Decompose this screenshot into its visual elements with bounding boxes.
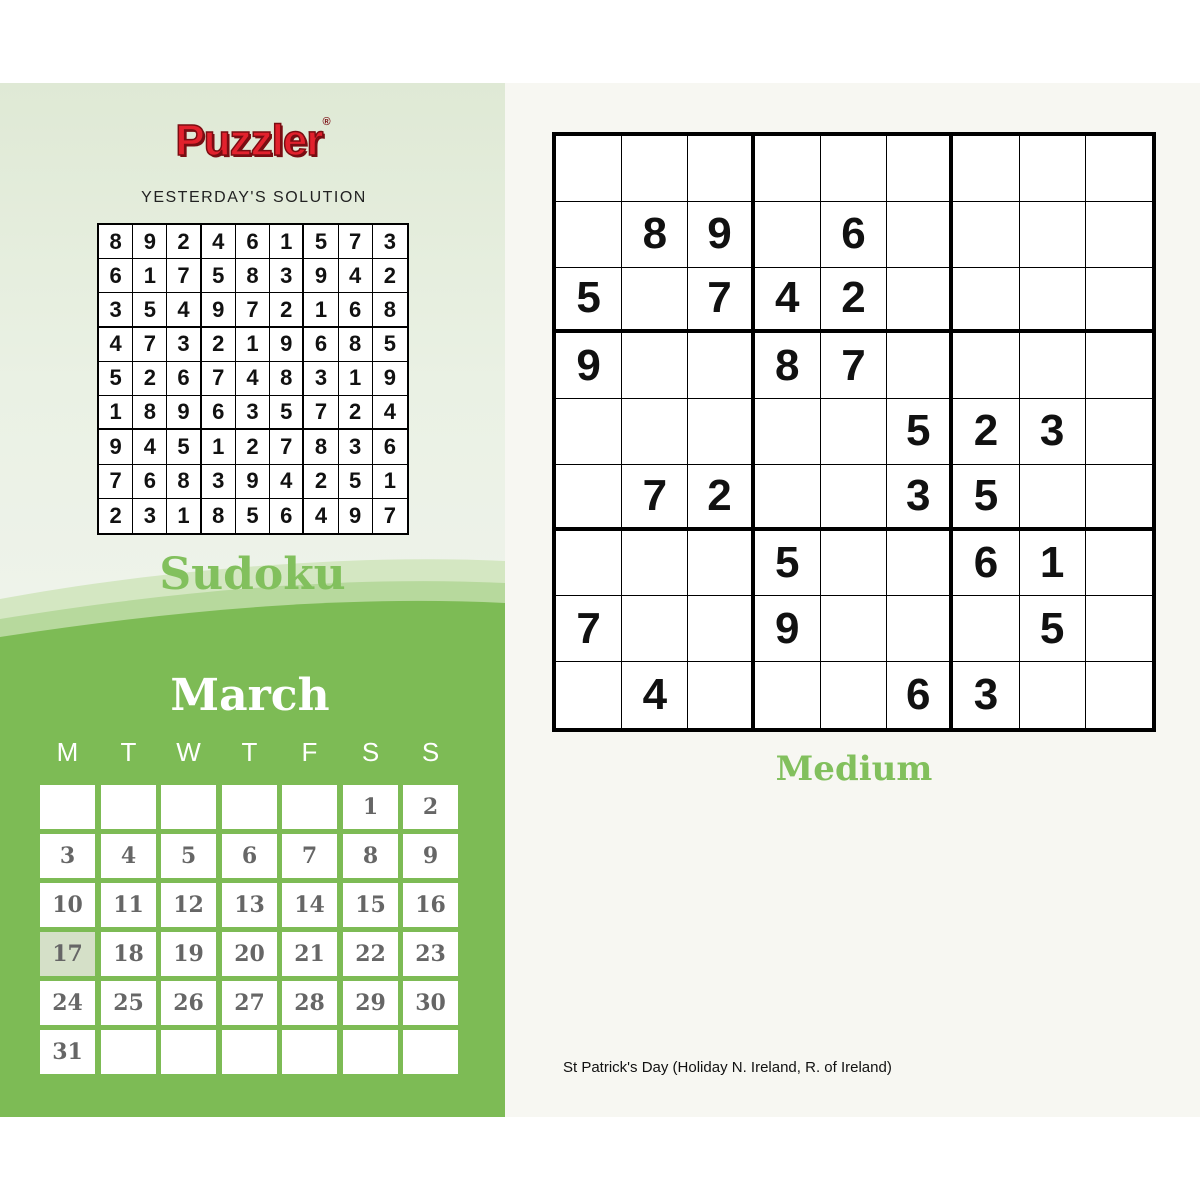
solution-cell: 1: [339, 362, 373, 396]
solution-cell: 3: [339, 430, 373, 464]
puzzle-cell: [556, 531, 622, 597]
solution-cell: 7: [167, 259, 201, 293]
solution-cell: 7: [383, 502, 396, 528]
solution-cell: 5: [236, 499, 270, 533]
solution-cell: 7: [133, 328, 167, 362]
calendar-day: 15: [343, 883, 398, 927]
puzzle-cell: 6: [953, 531, 1019, 597]
puzzle-cell: [953, 596, 1019, 662]
solution-cell: 8: [236, 259, 270, 293]
calendar-day: 6: [222, 834, 277, 878]
puzzle-cell: [953, 202, 1019, 268]
calendar-day: 3: [40, 834, 95, 878]
weekday-label: F: [301, 737, 318, 767]
solution-cell: 4: [236, 362, 270, 396]
puzzle-cell: [556, 136, 622, 202]
solution-cell: 3: [304, 362, 338, 396]
solution-cell: 5: [167, 430, 201, 464]
solution-cell: 3: [373, 225, 407, 259]
solution-cell: 1: [236, 328, 270, 362]
puzzle-cell: [1086, 531, 1152, 597]
calendar-day: 11: [101, 883, 156, 927]
calendar-page: [0, 83, 1200, 1117]
calendar-day: 1: [343, 785, 398, 829]
solution-cell: 1: [373, 465, 407, 499]
calendar-day: 10: [40, 883, 95, 927]
solution-cell: 9: [202, 293, 236, 327]
calendar-empty-day: [40, 785, 95, 829]
puzzle-cell: [622, 136, 688, 202]
puzzle-cell: 2: [821, 268, 887, 334]
puzzle-cell: [556, 465, 622, 531]
puzzle-cell: [821, 531, 887, 597]
puzzle-cell: 3: [953, 662, 1019, 728]
solution-cell: 5: [373, 328, 407, 362]
puzzle-cell: [1020, 662, 1086, 728]
calendar-day: 24: [40, 981, 95, 1025]
solution-cell: 8: [304, 430, 338, 464]
puzzle-cell: [887, 531, 953, 597]
solution-cell: 4: [373, 396, 407, 430]
solution-cell: 1: [99, 396, 133, 430]
puzzle-cell: 5: [556, 268, 622, 334]
solution-cell: 2: [373, 259, 407, 293]
calendar-day: 23: [403, 932, 458, 976]
puzzle-cell: [755, 399, 821, 465]
calendar-day: 25: [101, 981, 156, 1025]
solution-cell: 2: [270, 293, 304, 327]
weekday-label: T: [241, 737, 258, 767]
puzzle-cell: 5: [1020, 596, 1086, 662]
puzzle-cell: [1086, 202, 1152, 268]
puzzler-logo: [0, 116, 505, 166]
weekday-header: [40, 737, 460, 773]
calendar-day: 22: [343, 932, 398, 976]
solution-cell: 9: [270, 328, 304, 362]
solution-cell: 5: [99, 362, 133, 396]
puzzle-cell: [688, 596, 754, 662]
puzzle-cell: 1: [1020, 531, 1086, 597]
calendar-empty-day: [101, 785, 156, 829]
solution-cell: 9: [167, 396, 201, 430]
puzzle-cell: 7: [622, 465, 688, 531]
puzzle-cell: [622, 268, 688, 334]
calendar-day: 19: [161, 932, 216, 976]
solution-cell: 4: [99, 328, 133, 362]
puzzle-cell: [622, 399, 688, 465]
puzzle-cell: 6: [887, 662, 953, 728]
puzzle-cell: [755, 662, 821, 728]
solution-cell: 9: [236, 465, 270, 499]
calendar-empty-day: [222, 1030, 277, 1074]
puzzle-cell: [953, 268, 1019, 334]
right-panel: [505, 83, 1200, 1117]
solution-cell: 1: [304, 293, 338, 327]
puzzle-title: Sudoku: [159, 549, 346, 600]
solution-cell: 3: [167, 328, 201, 362]
month-calendar: [40, 785, 460, 1079]
puzzle-cell: 3: [887, 465, 953, 531]
yesterdays-solution-label: YESTERDAY'S SOLUTION: [141, 189, 367, 206]
calendar-day: 29: [343, 981, 398, 1025]
puzzle-cell: 8: [622, 202, 688, 268]
solution-cell: 3: [99, 293, 133, 327]
solution-cell: 1: [202, 430, 236, 464]
calendar-day: 30: [403, 981, 458, 1025]
puzzle-cell: [1020, 202, 1086, 268]
puzzle-cell: 3: [1020, 399, 1086, 465]
calendar-day: 12: [161, 883, 216, 927]
puzzle-cell: [688, 333, 754, 399]
solution-cell: 5: [304, 225, 338, 259]
puzzle-cell: 2: [688, 465, 754, 531]
calendar-day: 20: [222, 932, 277, 976]
puzzle-cell: [1086, 596, 1152, 662]
puzzle-cell: [556, 202, 622, 268]
puzzle-cell: [821, 596, 887, 662]
calendar-day: 13: [222, 883, 277, 927]
solution-cell: 2: [304, 465, 338, 499]
puzzle-cell: [887, 596, 953, 662]
puzzle-cell: [1020, 136, 1086, 202]
weekday-label: S: [361, 737, 380, 767]
calendar-empty-day: [403, 1030, 458, 1074]
puzzle-cell: 9: [755, 596, 821, 662]
calendar-day: 16: [403, 883, 458, 927]
solution-cell: 1: [270, 225, 304, 259]
puzzle-cell: [821, 136, 887, 202]
puzzle-cell: [821, 465, 887, 531]
calendar-day: 9: [403, 834, 458, 878]
solution-cell: 8: [167, 465, 201, 499]
solution-cell: 2: [236, 430, 270, 464]
solution-cell: 2: [167, 225, 201, 259]
solution-cell: 4: [304, 499, 338, 533]
solution-cell: 4: [133, 430, 167, 464]
weekday-label: S: [421, 737, 440, 767]
solution-cell: 4: [270, 465, 304, 499]
solution-cell: 1: [167, 499, 201, 533]
solution-cell: 4: [167, 293, 201, 327]
calendar-day: 7: [282, 834, 337, 878]
calendar-day: 18: [101, 932, 156, 976]
solution-cell: 9: [99, 430, 133, 464]
solution-cell: 5: [133, 293, 167, 327]
calendar-day: 21: [282, 932, 337, 976]
puzzle-cell: [688, 662, 754, 728]
sudoku-puzzle-grid: [552, 132, 1156, 732]
puzzle-cell: [1020, 333, 1086, 399]
puzzle-cell: 5: [953, 465, 1019, 531]
month-title: March: [170, 670, 330, 721]
puzzle-cell: [887, 268, 953, 334]
puzzle-cell: [622, 333, 688, 399]
calendar-day: 26: [161, 981, 216, 1025]
puzzle-cell: 5: [755, 531, 821, 597]
registered-mark: ®: [322, 116, 330, 128]
puzzle-cell: [755, 465, 821, 531]
solution-cell: 3: [133, 499, 167, 533]
puzzle-cell: [1086, 333, 1152, 399]
logo-text: Puzzler: [175, 116, 323, 165]
solution-cell: 8: [202, 499, 236, 533]
solution-cell: 6: [99, 259, 133, 293]
puzzle-cell: [1086, 136, 1152, 202]
calendar-empty-day: [343, 1030, 398, 1074]
calendar-day: 2: [403, 785, 458, 829]
puzzle-cell: [755, 202, 821, 268]
solution-cell: 5: [270, 396, 304, 430]
puzzle-cell: [688, 531, 754, 597]
solution-cell: 6: [167, 362, 201, 396]
puzzle-cell: 2: [953, 399, 1019, 465]
puzzle-cell: [1086, 662, 1152, 728]
puzzle-cell: [953, 136, 1019, 202]
puzzle-cell: 4: [622, 662, 688, 728]
solution-cell: 3: [270, 259, 304, 293]
puzzle-cell: 8: [755, 333, 821, 399]
solution-cell: 6: [339, 293, 373, 327]
puzzle-cell: [1086, 399, 1152, 465]
calendar-empty-day: [161, 785, 216, 829]
solution-cell: 2: [202, 328, 236, 362]
puzzle-cell: [1086, 268, 1152, 334]
solution-cell: 6: [133, 465, 167, 499]
puzzle-cell: [688, 136, 754, 202]
puzzle-cell: [688, 399, 754, 465]
solution-cell: 5: [339, 465, 373, 499]
puzzle-cell: 9: [688, 202, 754, 268]
solution-cell: 2: [133, 362, 167, 396]
solution-cell: 7: [202, 362, 236, 396]
difficulty-label: Medium: [775, 749, 933, 789]
puzzle-cell: [821, 399, 887, 465]
puzzle-cell: [953, 333, 1019, 399]
solution-cell: 9: [133, 225, 167, 259]
solution-cell: 5: [202, 259, 236, 293]
calendar-empty-day: [101, 1030, 156, 1074]
solution-cell: 6: [202, 396, 236, 430]
solution-cell: 9: [304, 259, 338, 293]
solution-cell: 8: [270, 362, 304, 396]
solution-cell: 4: [339, 259, 373, 293]
puzzle-cell: 7: [556, 596, 622, 662]
solution-cell: 8: [373, 293, 407, 327]
puzzle-cell: 6: [821, 202, 887, 268]
puzzle-cell: [887, 136, 953, 202]
puzzle-cell: 7: [821, 333, 887, 399]
solution-cell: 7: [236, 293, 270, 327]
puzzle-cell: [887, 333, 953, 399]
puzzle-cell: 5: [887, 399, 953, 465]
solution-cell: 7: [99, 465, 133, 499]
calendar-day: 8: [343, 834, 398, 878]
left-panel: [0, 83, 505, 1117]
calendar-day: 5: [161, 834, 216, 878]
weekday-label: M: [56, 737, 79, 767]
solution-cell: 6: [373, 430, 407, 464]
puzzle-cell: [821, 662, 887, 728]
calendar-day: 28: [282, 981, 337, 1025]
solution-cell: 8: [339, 328, 373, 362]
solution-cell: 7: [339, 225, 373, 259]
weekday-label: T: [120, 737, 137, 767]
holiday-note: St Patrick's Day (Holiday N. Ireland, R. of Ireland): [563, 1059, 892, 1076]
puzzle-cell: 9: [556, 333, 622, 399]
puzzle-cell: [1086, 465, 1152, 531]
puzzle-cell: [556, 662, 622, 728]
solution-cell: 7: [270, 430, 304, 464]
solution-cell: 4: [202, 225, 236, 259]
weekday-label: W: [176, 737, 201, 767]
solution-cell: 2: [339, 396, 373, 430]
solution-cell: 2: [99, 499, 133, 533]
puzzle-cell: 7: [688, 268, 754, 334]
puzzle-cell: [556, 399, 622, 465]
calendar-day: 14: [282, 883, 337, 927]
solution-grid: [97, 223, 409, 535]
solution-cell: 1: [133, 259, 167, 293]
puzzle-cell: [1020, 465, 1086, 531]
calendar-day: 4: [101, 834, 156, 878]
puzzle-cell: 4: [755, 268, 821, 334]
calendar-day: 17: [40, 932, 95, 976]
calendar-empty-day: [161, 1030, 216, 1074]
puzzle-cell: [622, 531, 688, 597]
solution-cell: 6: [270, 499, 304, 533]
puzzle-cell: [887, 202, 953, 268]
solution-cell: 6: [236, 225, 270, 259]
calendar-day: 27: [222, 981, 277, 1025]
calendar-empty-day: [222, 785, 277, 829]
solution-cell: 8: [133, 396, 167, 430]
solution-cell: 7: [304, 396, 338, 430]
solution-cell: 3: [202, 465, 236, 499]
puzzle-cell: [622, 596, 688, 662]
calendar-empty-day: [282, 1030, 337, 1074]
solution-cell: 6: [304, 328, 338, 362]
calendar-empty-day: [282, 785, 337, 829]
solution-cell: 3: [236, 396, 270, 430]
solution-cell: 8: [99, 225, 133, 259]
puzzle-cell: [1020, 268, 1086, 334]
calendar-day: 31: [40, 1030, 95, 1074]
solution-cell: 9: [373, 362, 407, 396]
puzzle-cell: [755, 136, 821, 202]
solution-cell: 9: [339, 499, 373, 533]
